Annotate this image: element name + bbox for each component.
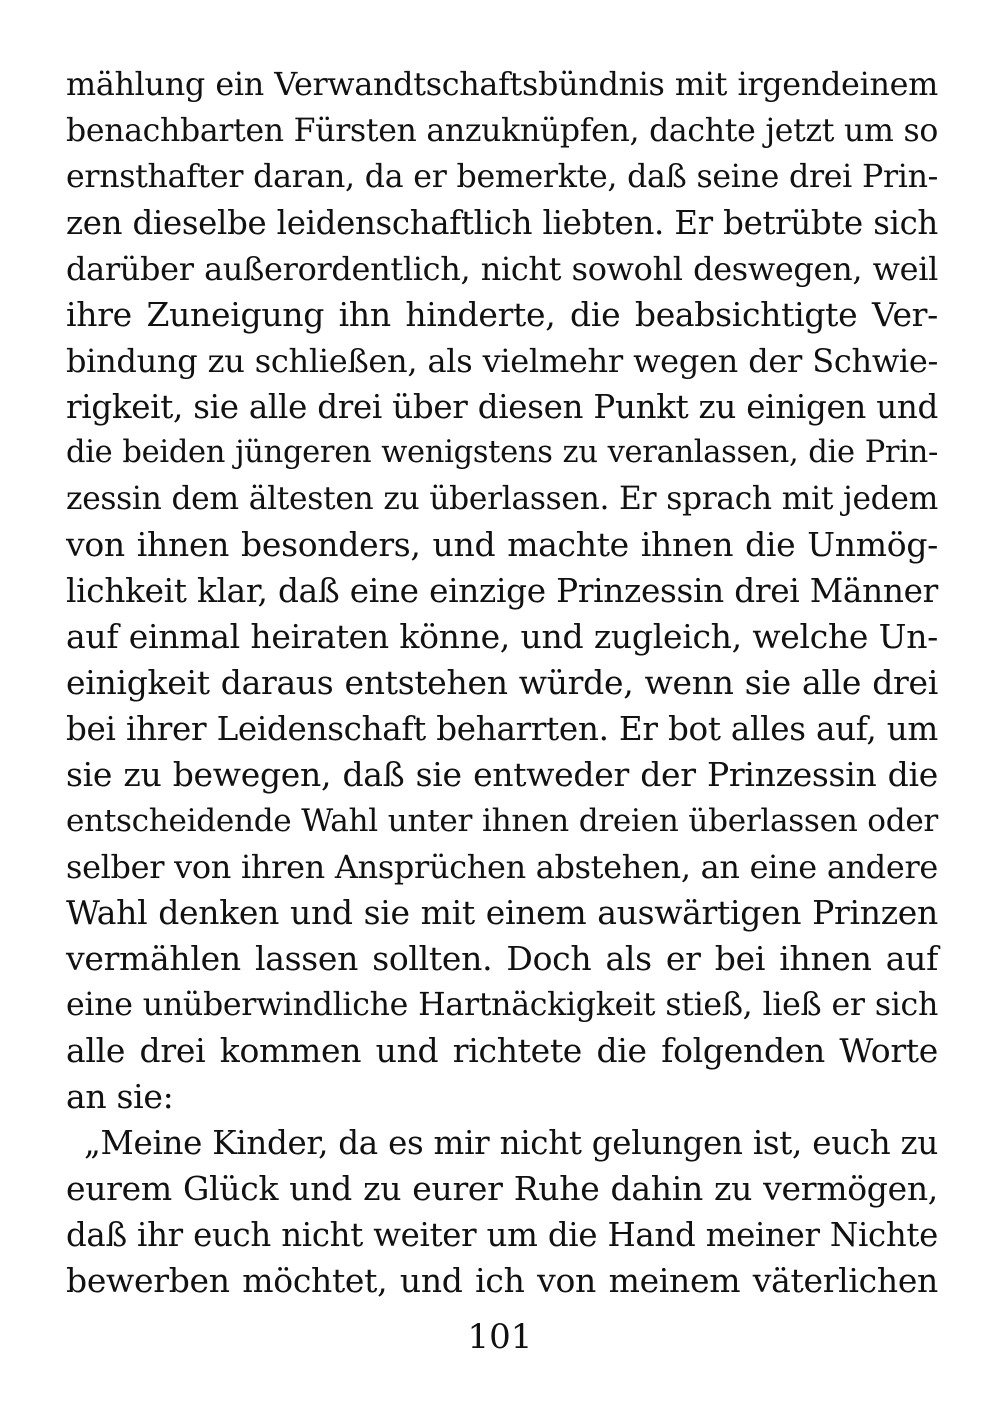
text-line: ernsthafter daran, da er bemerkte, daß seine drei Prin- [66, 159, 938, 195]
text-line: eine unüberwindliche Hartnäckigkeit stieß, ließ er sich [66, 987, 938, 1023]
text-line: die beiden jüngeren wenigstens zu veranlassen, die Prin- [66, 435, 938, 470]
text-line: bewerben möchtet, und ich von meinem väterlichen [66, 1261, 938, 1300]
text-line: alle drei kommen und richtete die folgenden Worte [66, 1031, 938, 1070]
text-line: ihre Zuneigung ihn hinderte, die beabsichtigte Ver- [66, 295, 938, 334]
text-line: mählung ein Verwandtschaftsbündnis mit irgendeinem [66, 66, 938, 103]
text-line: rigkeit, sie alle drei über diesen Punkt zu einigen und [66, 388, 938, 426]
text-line: vermählen lassen sollten. Doch als er bei ihnen auf [66, 939, 938, 978]
text-line: bindung zu schließen, als vielmehr wegen der Schwie- [66, 342, 938, 380]
book-page-text [66, 62, 938, 1304]
text-line: Wahl denken und sie mit einem auswärtigen Prinzen [66, 893, 938, 932]
text-line: einigkeit daraus entstehen würde, wenn sie alle drei [66, 663, 938, 702]
text-line: zessin dem ältesten zu überlassen. Er sprach mit jedem [66, 481, 938, 517]
text-line: daß ihr euch nicht weiter um die Hand meiner Nichte [66, 1216, 938, 1254]
text-line: lichkeit klar, daß eine einzige Prinzessin drei Männer [66, 572, 938, 610]
text-line: von ihnen besonders, und machte ihnen die Unmög- [66, 525, 938, 564]
page-number: 101 [467, 1317, 533, 1357]
text-line: selber von ihren Ansprüchen abstehen, an eine andere [66, 848, 938, 886]
text-line: benachbarten Fürsten anzuknüpfen, dachte jetzt um so [66, 113, 938, 149]
text-line: bei ihrer Leidenschaft beharrten. Er bot alles auf, um [66, 710, 938, 748]
text-line: entscheidende Wahl unter ihnen dreien überlassen oder [66, 803, 938, 839]
text-line: zen dieselbe leidenschaftlich liebten. Er betrübte sich [66, 204, 938, 242]
text-line: darüber außerordentlich, nicht sowohl deswegen, weil [66, 250, 938, 288]
text-line: „Meine Kinder, da es mir nicht gelungen ist, euch zu [84, 1124, 938, 1162]
text-line: sie zu bewegen, daß sie entweder der Prinzessin die [66, 755, 938, 794]
text-line: an sie: [66, 1077, 174, 1116]
text-line: auf einmal heiraten könne, und zugleich, welche Un- [66, 617, 938, 656]
text-line: eurem Glück und zu eurer Ruhe dahin zu vermögen, [66, 1169, 938, 1208]
